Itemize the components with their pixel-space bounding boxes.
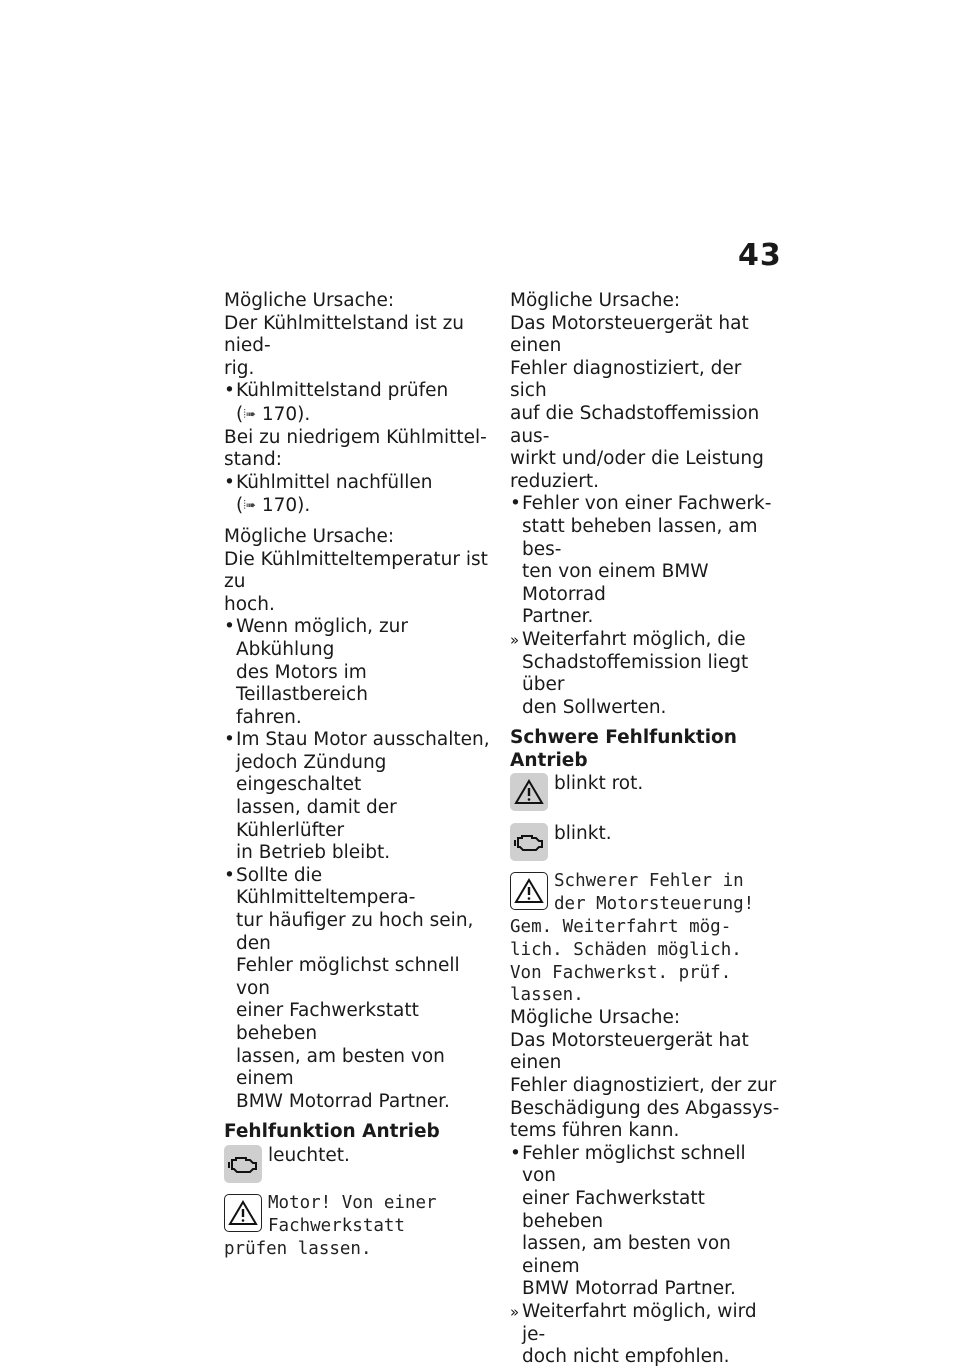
warning-triangle-icon	[510, 773, 548, 811]
bullet-text: BMW Motorrad Partner.	[236, 1090, 450, 1112]
indicator-status: leuchtet.	[268, 1144, 350, 1166]
bullet-item	[224, 865, 490, 1114]
section-heading: Schwere Fehlfunktion Antrieb	[510, 727, 737, 771]
page-reference: (⦙➠ 170).	[236, 403, 311, 425]
left-column	[224, 290, 490, 1260]
display-text: lassen.	[510, 985, 584, 1006]
cause-text: rig.	[224, 357, 255, 379]
cause-label: Mögliche Ursache:	[510, 290, 681, 311]
cause-text: Der Kühlmittelstand ist zu nied-	[224, 312, 465, 357]
bullet-item	[224, 616, 490, 729]
engine-indicator-row	[510, 822, 780, 866]
cause-text: Die Kühlmitteltemperatur ist zu	[224, 548, 488, 593]
display-text: Schwerer Fehler in	[554, 871, 744, 892]
cause-text: Das Motorsteuergerät hat einen	[510, 1029, 749, 1074]
cause-text: wirkt und/oder die Leistung	[510, 448, 764, 470]
cause-text: Fehler diagnostiziert, der sich	[510, 357, 742, 402]
bullet-text: Fehler möglichst schnell von	[236, 955, 460, 999]
display-text: Motor! Von einer	[268, 1192, 437, 1213]
engine-warning-icon	[510, 823, 548, 861]
display-message	[510, 870, 780, 1007]
display-text: Von Fachwerkst. prüf.	[510, 962, 732, 983]
cause-label: Mögliche Ursache:	[224, 290, 395, 311]
result-text: doch nicht empfohlen.	[522, 1346, 730, 1368]
bullet-text: BMW Motorrad Partner.	[522, 1278, 736, 1300]
bullet-item	[510, 1143, 780, 1301]
result-text: Schadstoffemission liegt über	[522, 651, 749, 696]
reference-arrow-icon: ⦙➠	[243, 498, 256, 513]
condition-text: Bei zu niedrigem Kühlmittel-	[224, 426, 487, 448]
bullet-text: Partner.	[522, 606, 594, 628]
result-item	[510, 1301, 780, 1369]
bullet-item	[224, 472, 490, 518]
reference-page: 170).	[261, 495, 311, 517]
bullet-item	[224, 380, 490, 426]
warning-triangle-icon	[224, 1194, 262, 1232]
page-reference: (⦙➠ 170).	[236, 495, 311, 517]
general-warning-row	[510, 772, 780, 816]
bullet-text: • Im Stau Motor ausschalten,	[236, 729, 490, 751]
bullet-text: lassen, am besten von einem	[522, 1233, 731, 1277]
display-message	[224, 1192, 490, 1260]
cause-text: Fehler diagnostiziert, der zur	[510, 1075, 777, 1097]
bullet-text: • Wenn möglich, zur Abkühlung	[236, 616, 408, 660]
display-text: Gem. Weiterfahrt mög-	[510, 917, 732, 938]
bullet-text: einer Fachwerkstatt beheben	[236, 1000, 419, 1044]
bullet-text: ten von einem BMW Motorrad	[522, 561, 709, 605]
bullet-text: tur häufiger zu hoch sein, den	[236, 910, 474, 954]
section-heading: Fehlfunktion Antrieb	[224, 1121, 440, 1143]
cause-text: tems führen kann.	[510, 1120, 680, 1142]
bullet-text: lassen, damit der Kühlerlüfter	[236, 797, 397, 841]
engine-indicator-row	[224, 1144, 490, 1188]
bullet-text: des Motors im Teillastbereich	[236, 661, 368, 706]
bullet-text: einer Fachwerkstatt beheben	[522, 1188, 705, 1232]
display-text: Fachwerkstatt	[268, 1215, 405, 1236]
result-text: » Weiterfahrt möglich, die	[522, 628, 746, 650]
bullet-text: • Sollte die Kühlmitteltempera-	[236, 864, 416, 909]
result-item	[510, 629, 780, 719]
cause-text: auf die Schadstoffemission aus-	[510, 402, 760, 447]
cause-text: Beschädigung des Abgassys-	[510, 1097, 780, 1119]
engine-warning-icon	[224, 1145, 262, 1183]
result-text: den Sollwerten.	[522, 696, 667, 718]
display-text: lich. Schäden möglich.	[510, 939, 742, 960]
bullet-text: in Betrieb bleibt.	[236, 842, 391, 864]
bullet-text: • Kühlmittelstand prüfen	[236, 380, 449, 402]
reference-arrow-icon: ⦙➠	[243, 406, 256, 421]
cause-text: Das Motorsteuergerät hat einen	[510, 312, 749, 357]
cause-label: Mögliche Ursache:	[510, 1007, 681, 1029]
reference-page: 170).	[261, 403, 311, 425]
bullet-text: • Kühlmittel nachfüllen	[236, 471, 433, 493]
bullet-text: statt beheben lassen, am bes-	[522, 515, 758, 560]
cause-text: reduziert.	[510, 470, 600, 492]
condition-text: stand:	[224, 449, 282, 471]
right-column	[510, 290, 780, 1369]
warning-triangle-icon	[510, 872, 548, 910]
indicator-status: blinkt.	[554, 823, 612, 845]
cause-text: hoch.	[224, 593, 275, 615]
bullet-text: • Fehler möglichst schnell von	[522, 1142, 746, 1187]
cause-label: Mögliche Ursache:	[224, 525, 395, 547]
page-number: 43	[738, 238, 782, 273]
bullet-text: • Fehler von einer Fachwerk-	[522, 493, 772, 515]
display-text: der Motorsteuerung!	[554, 894, 755, 915]
indicator-status: blinkt rot.	[554, 773, 644, 795]
bullet-item	[224, 729, 490, 865]
display-text: prüfen lassen.	[224, 1238, 372, 1259]
bullet-text: fahren.	[236, 706, 302, 728]
bullet-text: jedoch Zündung eingeschaltet	[236, 751, 387, 796]
result-text: » Weiterfahrt möglich, wird je-	[522, 1300, 757, 1345]
bullet-text: lassen, am besten von einem	[236, 1045, 445, 1090]
bullet-item	[510, 493, 780, 629]
